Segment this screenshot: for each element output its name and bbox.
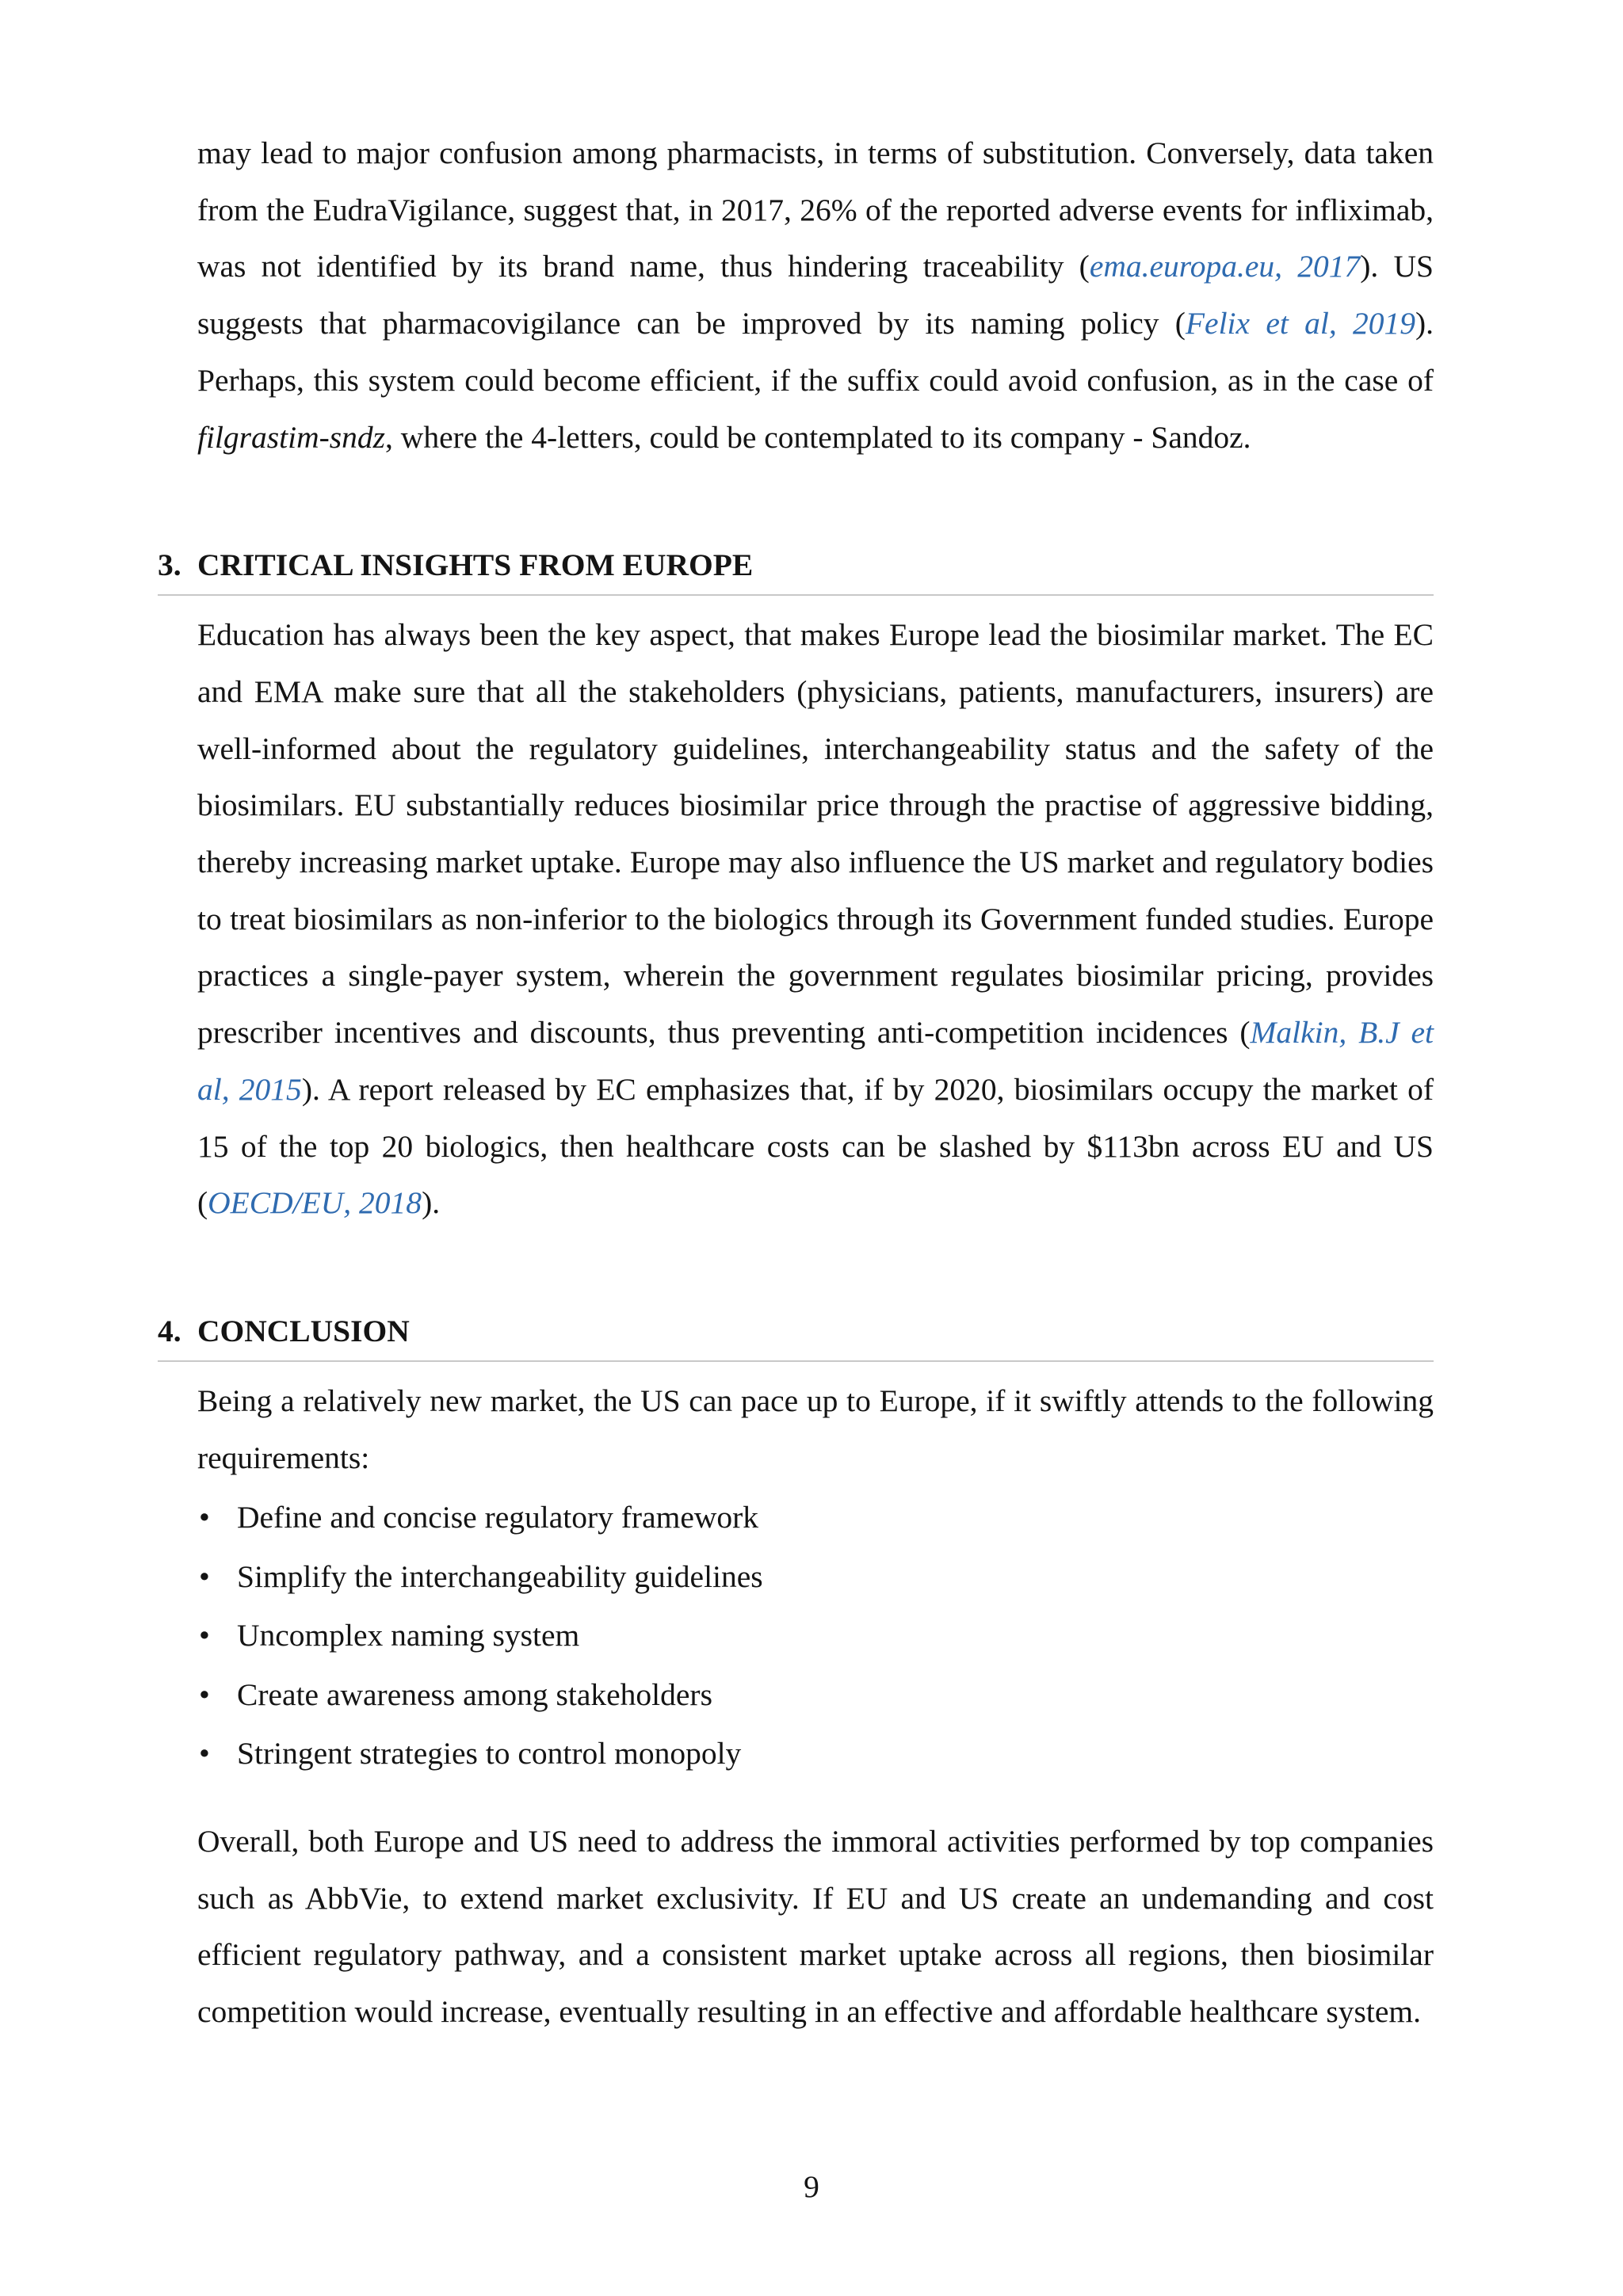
document-body [158,125,1434,2041]
citation-malkin[interactable]: Malkin, B.J et al, 2015 [197,1015,1434,1107]
section-3-paragraph [197,607,1434,1232]
bullet-icon: • [199,1676,210,1712]
section-4-heading [158,1311,1434,1362]
section-4-number: 4. [158,1313,181,1348]
requirements-list [197,1488,1434,1783]
bullet-icon: • [199,1500,210,1535]
section-3-text-1: Education has always been the key aspect, that makes Europe lead the biosimilar market. The EC and EMA make sure that all the stakeholders (physicians, patients, manufacturers, insurers) are well-informed about the regulatory guidelines, interchangeability status and the safety of the biosimilars. EU substantially reduces biosimilar price through the practise of aggressive bidding, thereby increasing market uptake. Europe may also influence the US market and regulatory bodies to treat biosimilars as non-inferior to the biologics through its Government funded studies. Europe practices a single-payer system, wherein the government regulates biosimilar pricing, provides prescriber incentives and discounts, thus preventing anti-competition incidences ( [197,617,1434,1051]
bullet-icon: • [199,1736,210,1772]
intro-text-4: , where the 4-letters, could be contemplated to its company - Sandoz. [385,419,1251,455]
list-item-text: Stringent strategies to control monopoly [237,1736,742,1772]
section-4-title: CONCLUSION [197,1313,410,1348]
list-item-text: Define and concise regulatory framework [237,1500,759,1535]
citation-oecd[interactable]: OECD/EU, 2018 [208,1185,422,1221]
section-4-intro: Being a relatively new market, the US can pace up to Europe, if it swiftly attends to the following requirements: [197,1383,1434,1475]
citation-ema[interactable]: ema.europa.eu, 2017 [1089,249,1361,284]
section-3-heading [158,545,1434,596]
drug-name: filgrastim-sndz [197,419,386,455]
list-item [197,1547,1434,1607]
section-3-title: CRITICAL INSIGHTS FROM EUROPE [197,547,754,583]
list-item-text: Simplify the interchangeability guidelines [237,1558,763,1594]
citation-felix[interactable]: Felix et al, 2019 [1185,306,1415,341]
section-3-text-2: ). A report released by EC emphasizes that, if by 2020, biosimilars occupy the market of 15 of the top 20 biologics, then healthcare costs can be slashed by $113bn across EU and US ( [197,1071,1434,1221]
bullet-icon: • [199,1618,210,1653]
section-3-number: 3. [158,547,181,583]
list-item [197,1606,1434,1665]
list-item [197,1665,1434,1725]
page-number: 9 [804,2169,819,2204]
list-item [197,1488,1434,1547]
overall-paragraph: Overall, both Europe and US need to address the immoral activities performed by top companies such as AbbVie, to extend market exclusivity. If EU and US create an undemanding and cost efficient regulatory pathway, and a consistent market uptake across all regions, then biosimilar competition would increase, eventually resulting in an effective and affordable healthcare system. [197,1823,1434,2029]
list-item-text: Uncomplex naming system [237,1618,580,1653]
section-3-text-3: ). [422,1185,441,1221]
intro-text-3: ). Perhaps, this system could become efficient, if the suffix could avoid confusion, as in the case of [197,306,1434,398]
intro-paragraph [197,125,1434,466]
intro-text-1: may lead to major confusion among pharmacists, in terms of substitution. Conversely, data taken from the EudraVigilance, suggest that, in 2017, 26% of the reported adverse events for infliximab, was not identified by its brand name, thus hindering traceability ( [197,135,1434,284]
bullet-icon: • [199,1558,210,1594]
intro-text-2: ). US suggests that pharmacovigilance can be improved by its naming policy ( [197,249,1434,341]
list-item-text: Create awareness among stakeholders [237,1676,712,1712]
list-item [197,1724,1434,1783]
